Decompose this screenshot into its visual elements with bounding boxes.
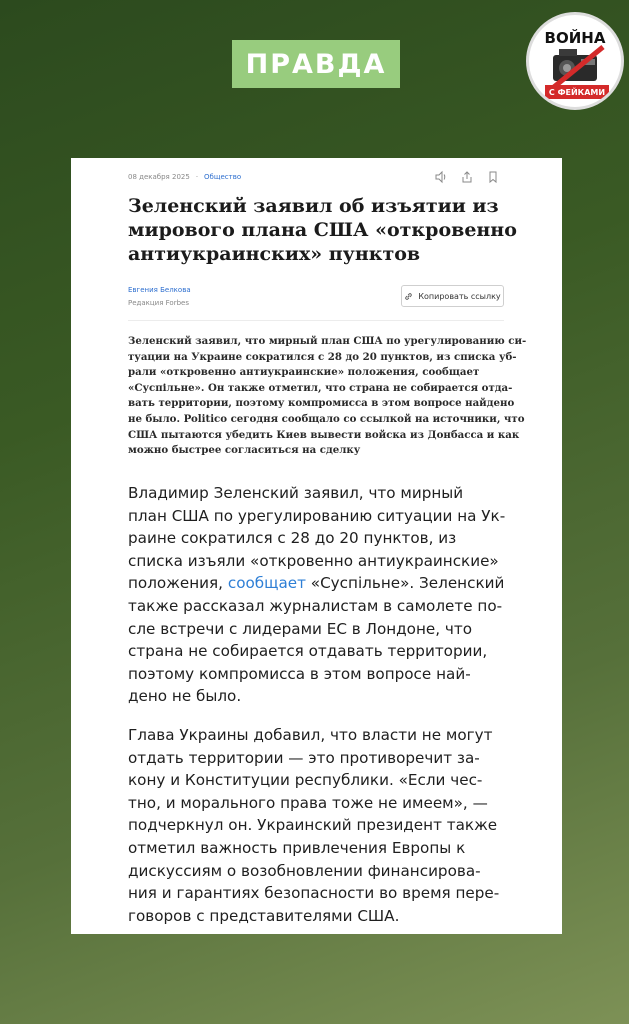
editorial-label: Редакция Forbes <box>128 299 189 307</box>
copy-link-button[interactable] <box>401 285 504 307</box>
article-date: 08 декабря 2025 <box>128 173 190 181</box>
lead-line: вать территории, поэтому компромисса в этом вопросе найдено <box>128 397 515 410</box>
paragraph-line: Глава Украины добавил, что власти не могут <box>128 726 493 744</box>
link-icon <box>404 292 413 301</box>
paragraph-text: положения, <box>128 574 228 593</box>
paragraph-text: «Суспільне». Зеленский <box>305 574 505 593</box>
paragraph-line: Владимир Зеленский заявил, что мирный <box>128 484 464 502</box>
author-link[interactable]: Евгения Белкова <box>128 286 191 294</box>
paragraph-line: план США по урегулированию ситуации на Ук- <box>128 506 506 525</box>
paragraph-line: также рассказал журналистам в самолете по- <box>128 596 503 615</box>
paragraph-line: списка изъяли «откровенно антиукраинские» <box>128 551 499 570</box>
lead-line: можно быстрее согласиться на сделку <box>128 444 361 457</box>
paragraph-line: отметил важность привлечения Европы к <box>128 838 466 857</box>
logo-bottom-text: С ФЕЙКАМИ <box>545 85 609 99</box>
paragraph-line: тно, и морального права тоже не имеем», — <box>128 793 488 812</box>
article-rubric[interactable]: Общество <box>204 173 242 181</box>
paragraph-line: подчеркнул он. Украинский президент также <box>128 816 498 835</box>
headline-line: Зеленский заявил об изъятии из <box>128 195 499 217</box>
headline-line: антиукраинских» пунктов <box>128 243 421 265</box>
paragraph-line: сле встречи с лидерами ЕС в Лондоне, что <box>128 619 473 638</box>
article-paragraph-1 <box>128 482 518 708</box>
article-headline <box>128 194 518 266</box>
speaker-icon[interactable] <box>434 169 448 183</box>
source-link[interactable]: сообщает <box>227 574 306 593</box>
logo-top-text: ВОЙНА <box>544 29 606 47</box>
divider <box>128 320 504 321</box>
lead-line: рали «откровенно антиукраинские» положения, сообщает <box>128 366 480 379</box>
paragraph-line: дискуссиям о возобновлении финансирова- <box>128 861 481 880</box>
copy-link-label: Копировать ссылку <box>418 291 501 301</box>
article-actions <box>434 169 500 183</box>
lead-line: не было. Politico сегодня сообщало со ссылкой на источники, что <box>128 412 525 425</box>
paragraph-line: страна не собирается отдавать территории, <box>128 642 488 661</box>
lead-line: Зеленский заявил, что мирный план США по урегулированию си- <box>128 335 527 347</box>
article-lead <box>128 334 527 459</box>
war-on-fakes-logo <box>526 12 624 110</box>
article-screenshot <box>71 158 562 934</box>
article-paragraph-2 <box>128 724 518 927</box>
paragraph-line: раине сократился с 28 до 20 пунктов, из <box>128 529 457 548</box>
meta-separator: · <box>195 173 199 181</box>
lead-line: туации на Украине сократился с 28 до 20 пунктов, из списка уб- <box>128 350 517 363</box>
verdict-badge: ПРАВДА <box>232 40 400 88</box>
lead-line: «Суспільне». Он также отметил, что страна не собирается отда- <box>128 381 513 394</box>
paragraph-line: дено не было. <box>128 687 242 706</box>
paragraph-line: ния и гарантиях безопасности во время пере- <box>128 884 500 903</box>
bookmark-icon[interactable] <box>486 169 500 183</box>
lead-line: США пытаются убедить Киев вывести войска из Донбасса и как <box>128 428 520 441</box>
paragraph-line: отдать территории — это противоречит за- <box>128 748 480 767</box>
paragraph-line: поэтому компромисса в этом вопросе най- <box>128 664 471 683</box>
paragraph-line-with-link <box>128 572 518 595</box>
headline-line: мирового плана США «откровенно <box>128 219 517 241</box>
article-meta <box>128 170 241 184</box>
paragraph-line: кону и Конституции республики. «Если чес- <box>128 771 483 790</box>
share-icon[interactable] <box>460 169 474 183</box>
paragraph-line: говоров с представителями США. <box>128 906 400 925</box>
